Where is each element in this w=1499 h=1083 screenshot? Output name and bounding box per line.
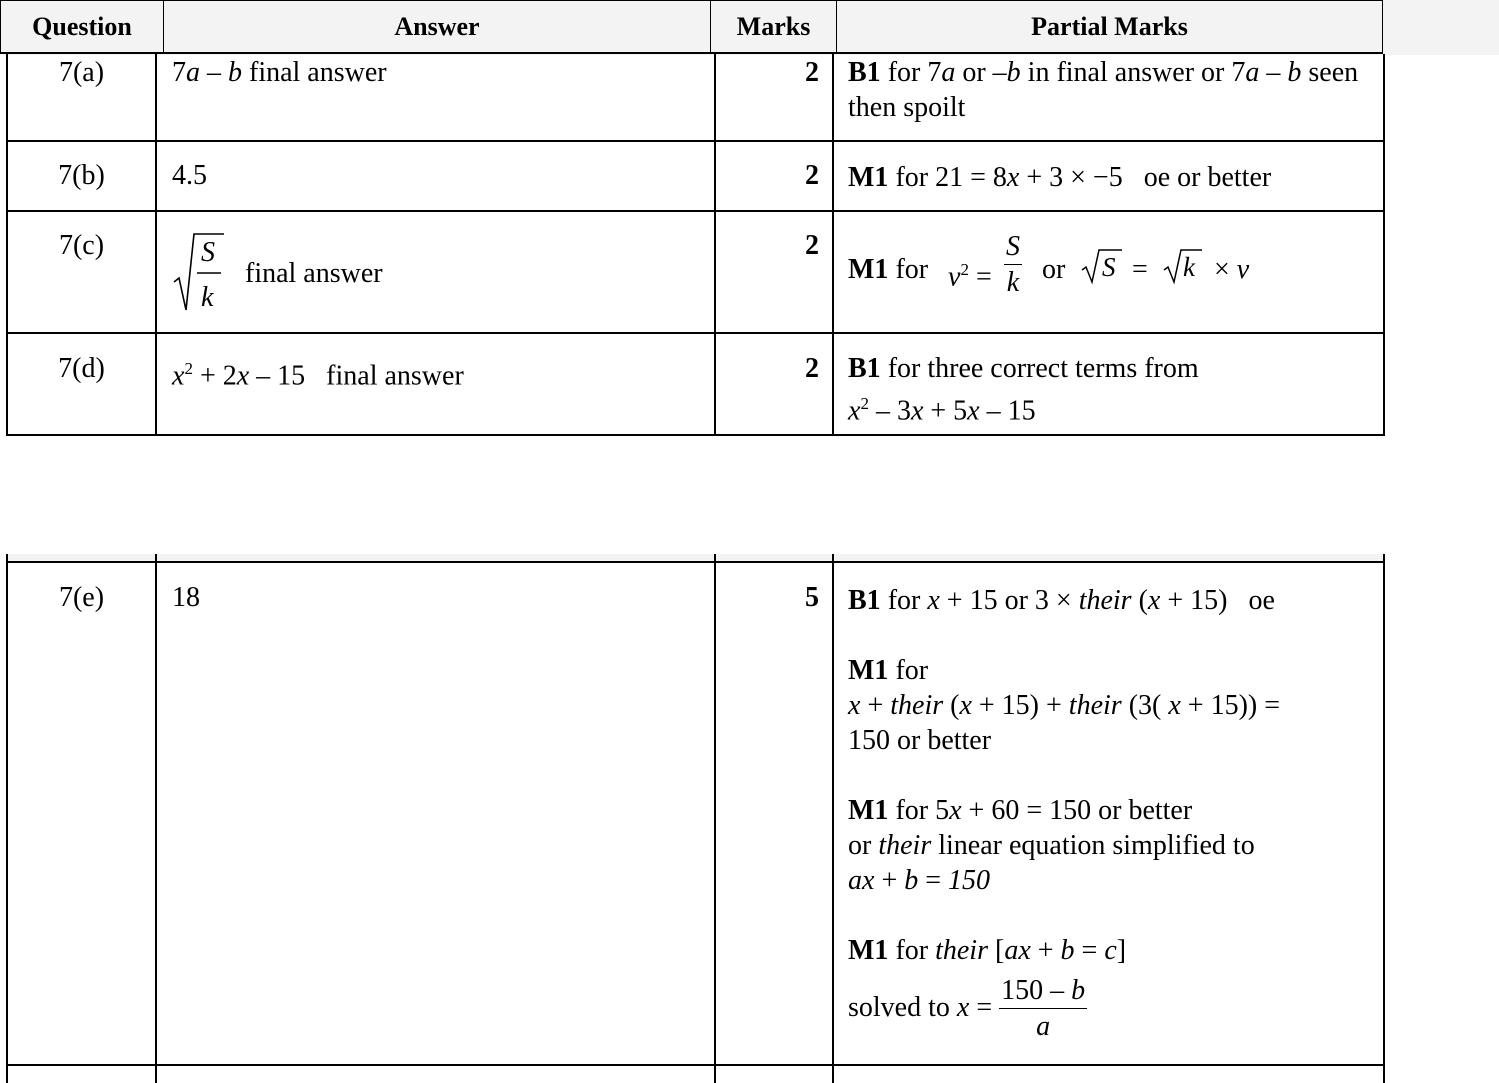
sqrt-s-formula bbox=[1080, 246, 1124, 286]
marks-value: 2 bbox=[805, 353, 819, 384]
final-answer-text: final answer bbox=[245, 258, 383, 289]
s-over-k-fraction: $\frac{S}{k}$ bbox=[1006, 231, 1020, 298]
question-label: 7(e) bbox=[58, 582, 105, 613]
partial-marks-cell: M1 for 21 = 8x + 3 × −5 oe or better bbox=[848, 162, 1272, 193]
grid-line bbox=[1383, 554, 1385, 1083]
solution-fraction: $\frac{150 - b}{a}$ bbox=[1001, 975, 1086, 1042]
header-partial-marks: Partial Marks bbox=[836, 0, 1383, 54]
svg-text:k: k bbox=[1183, 252, 1195, 282]
marks-value: 2 bbox=[805, 230, 819, 261]
grid-line bbox=[6, 561, 1385, 563]
grid-line bbox=[6, 1064, 1385, 1066]
answer-cell bbox=[172, 230, 712, 320]
marks-value: 2 bbox=[805, 160, 819, 191]
question-label: 7(d) bbox=[58, 353, 105, 384]
question-label: 7(b) bbox=[58, 160, 105, 191]
grid-line bbox=[832, 554, 834, 1083]
grid-line bbox=[6, 554, 8, 1083]
grid-line bbox=[832, 54, 834, 436]
question-label: 7(a) bbox=[58, 57, 105, 88]
svg-text:S: S bbox=[201, 237, 215, 268]
answer-cell: 4.5 bbox=[172, 160, 207, 191]
header-answer: Answer bbox=[163, 0, 711, 54]
grid-line bbox=[1383, 54, 1385, 436]
answer-cell: 7a – b final answer bbox=[172, 57, 387, 88]
grid-line bbox=[155, 554, 157, 1083]
partial-marks-cell: B1 for 7a or –b in final answer or 7a – b seen then spoilt bbox=[848, 57, 1359, 123]
grid-line bbox=[6, 140, 1385, 142]
header-question: Question bbox=[0, 0, 164, 54]
partial-marks-cell: B1 for three correct terms from $x^2 - 3x + 5x - 15$ bbox=[848, 353, 1199, 427]
marks-value: 5 bbox=[805, 582, 819, 613]
grid-line bbox=[714, 554, 716, 1083]
marks-value: 2 bbox=[805, 57, 819, 88]
grid-line bbox=[6, 210, 1385, 212]
header-marks: Marks bbox=[710, 0, 837, 54]
sqrt-s-over-k-formula bbox=[172, 230, 228, 314]
partial-marks-cell: M1 for $v^2$ = $\frac{S}{k}$ or S = k × v bbox=[848, 230, 1378, 320]
svg-text:k: k bbox=[201, 282, 214, 313]
grid-line bbox=[6, 332, 1385, 334]
grid-line bbox=[6, 434, 1385, 436]
partial-marks-cell: B1 for x + 15 or 3 × their (x + 15) oe M1 for x + their (x + 15) + their (3( x + 15)) = 150 or better M1 for 5x + 60 = 150 or better or their linear equation simplified to ax + b = 150 M1 for their [ax + b = c] solved to x = $\frac{150 - b}{a}$ bbox=[848, 583, 1378, 1045]
answer-cell: 18 bbox=[172, 582, 200, 613]
grid-line bbox=[155, 54, 157, 436]
answer-cell: $x^2 + 2x - 15$ final answer bbox=[172, 359, 464, 392]
sqrt-k-formula bbox=[1162, 246, 1204, 286]
svg-text:S: S bbox=[1102, 252, 1116, 282]
question-label: 7(c) bbox=[58, 230, 105, 261]
